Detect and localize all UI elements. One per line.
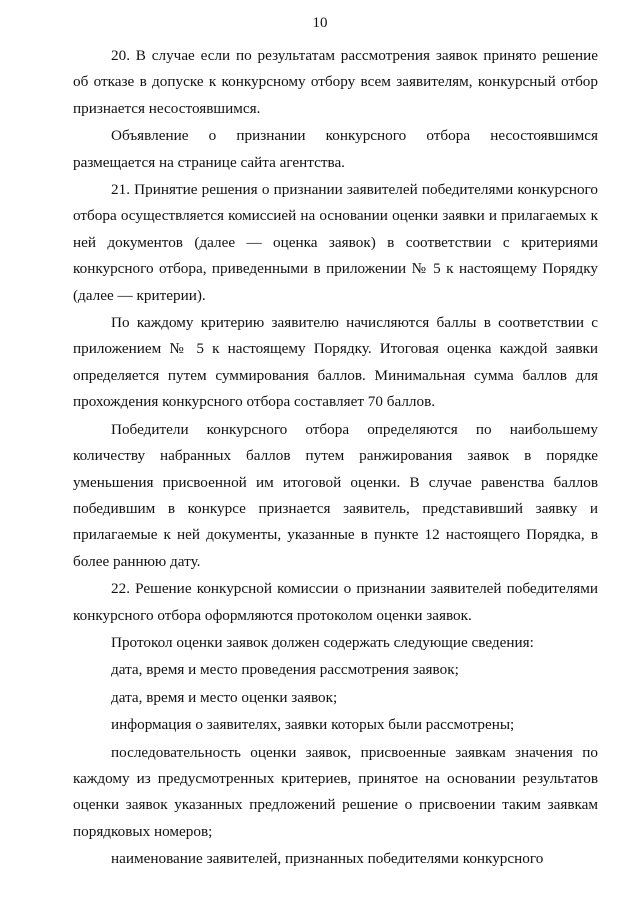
paragraph-announcement: Объявление о признании конкурсного отбора несостоявшимся размещается на странице сайта агентства. — [73, 127, 598, 171]
list-item-review-date: дата, время и место проведения рассмотрения заявок; — [111, 661, 459, 679]
paragraph-protocol-contents: Протокол оценки заявок должен содержать следующие сведения: — [111, 633, 534, 651]
list-item-evaluation-date: дата, время и место оценки заявок; — [111, 688, 338, 706]
document-body — [73, 43, 598, 873]
paragraph-21: 21. Принятие решения о признании заявителей победителями конкурсного отбора осуществляется комиссией на основании оценки заявки и прилагаемых к ней документов (далее — оценка заявок) в соответствии с критериями конкурсного отбора, приведенными в приложении № 5 к настоящему Порядку (далее — критерии). — [73, 181, 598, 304]
list-item-evaluation-sequence: последовательность оценки заявок, присвоенные заявкам значения по каждому из предусмотренных критериев, принятое на основании результатов оценки заявок указанных предложений решение о присвоении таким заявкам порядковых номеров; — [73, 743, 598, 840]
page-number: 10 — [312, 15, 328, 31]
paragraph-22: 22. Решение конкурсной комиссии о признании заявителей победителями конкурсного отбора оформляются протоколом оценки заявок. — [73, 580, 598, 624]
list-item-applicants-info: информация о заявителях, заявки которых были рассмотрены; — [111, 716, 515, 734]
list-item-winners-names: наименование заявителей, признанных победителями конкурсного — [111, 850, 544, 868]
paragraph-winners: Победители конкурсного отбора определяются по наибольшему количеству набранных баллов путем ранжирования заявок в порядке уменьшения присвоенной им итоговой оценки. В случае равенства баллов победившим в конкурсе признается заявитель, представивший заявку и прилагаемые к ней документы, указанные в пункте 12 настоящего Порядка, в более раннюю дату. — [73, 420, 598, 570]
paragraph-20: 20. В случае если по результатам рассмотрения заявок принято решение об отказе в допуске к конкурсному отбору всем заявителям, конкурсный отбор признается несостоявшимся. — [73, 47, 598, 117]
paragraph-points: По каждому критерию заявителю начисляются баллы в соответствии с приложением № 5 к настоящему Порядку. Итоговая оценка каждой заявки определяется путем суммирования баллов. Минимальная сумма баллов для прохождения конкурсного отбора составляет 70 баллов. — [73, 314, 598, 411]
